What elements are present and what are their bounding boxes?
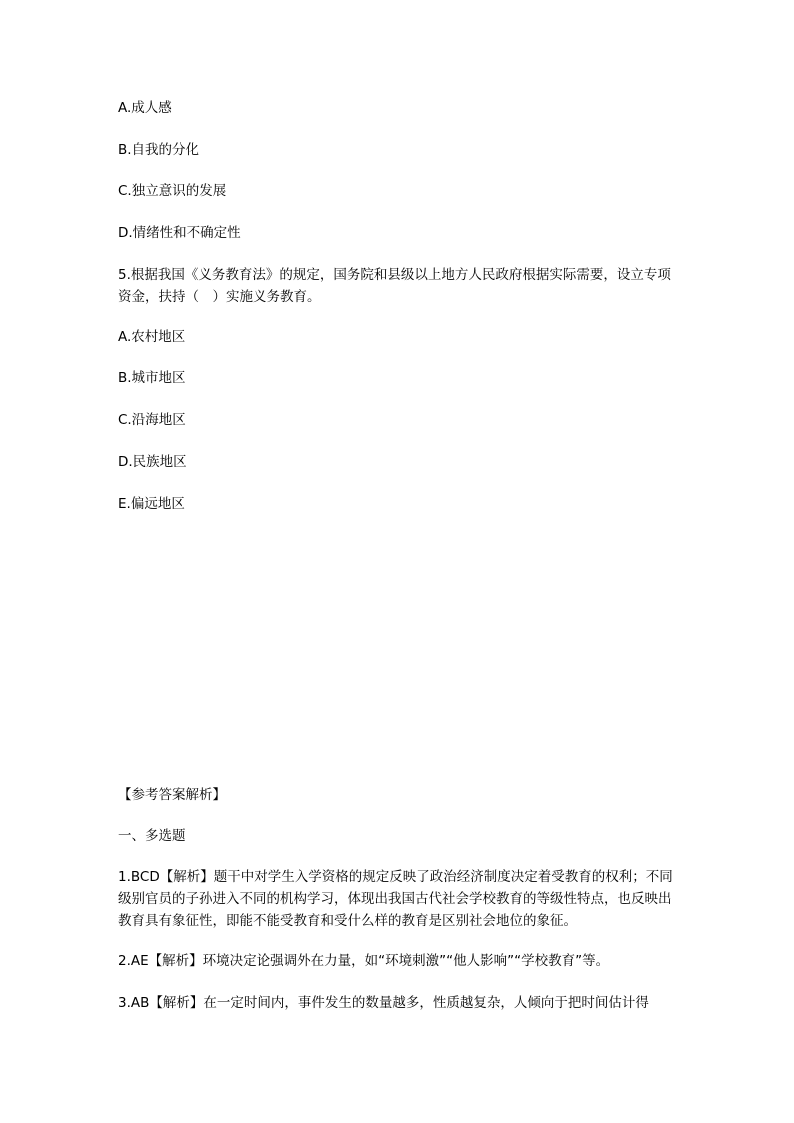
q4-option-a: A.成人感 [118,100,172,116]
q5-option-d: D.民族地区 [118,454,187,470]
answer-item-1: 1.BCD【解析】题干中对学生入学资格的规定反映了政治经济制度决定着受教育的权利；不同级别官员的子孙进入不同的机构学习，体现出我国古代社会学校教育的等级性特点，也反映出教育具有象征性，即能不能受教育和受什么样的教育是区别社会地位的象征。 [118,869,673,929]
q4-option-b: B.自我的分化 [118,142,200,158]
q4-option-d: D.情绪性和不确定性 [118,225,241,241]
answer-item-2: 2.AE【解析】环境决定论强调外在力量，如“环境刺激”“他人影响”“学校教育”等。 [118,953,610,969]
q5-option-b: B.城市地区 [118,370,186,386]
q5-option-c: C.沿海地区 [118,412,186,428]
q5-option-e: E.偏远地区 [118,496,185,512]
q4-option-c: C.独立意识的发展 [118,183,227,199]
q5-stem: 5.根据我国《义务教育法》的规定，国务院和县级以上地方人民政府根据实际需要，设立专项资金，扶持（ ）实施义务教育。 [118,267,671,305]
answer-item-3: 3.AB【解析】在一定时间内，事件发生的数量越多，性质越复杂，人倾向于把时间估计得 [118,995,649,1011]
answers-section-title: 【参考答案解析】 [118,787,226,803]
answers-subsection-title: 一、多选题 [118,828,186,844]
q5-option-a: A.农村地区 [118,329,186,345]
